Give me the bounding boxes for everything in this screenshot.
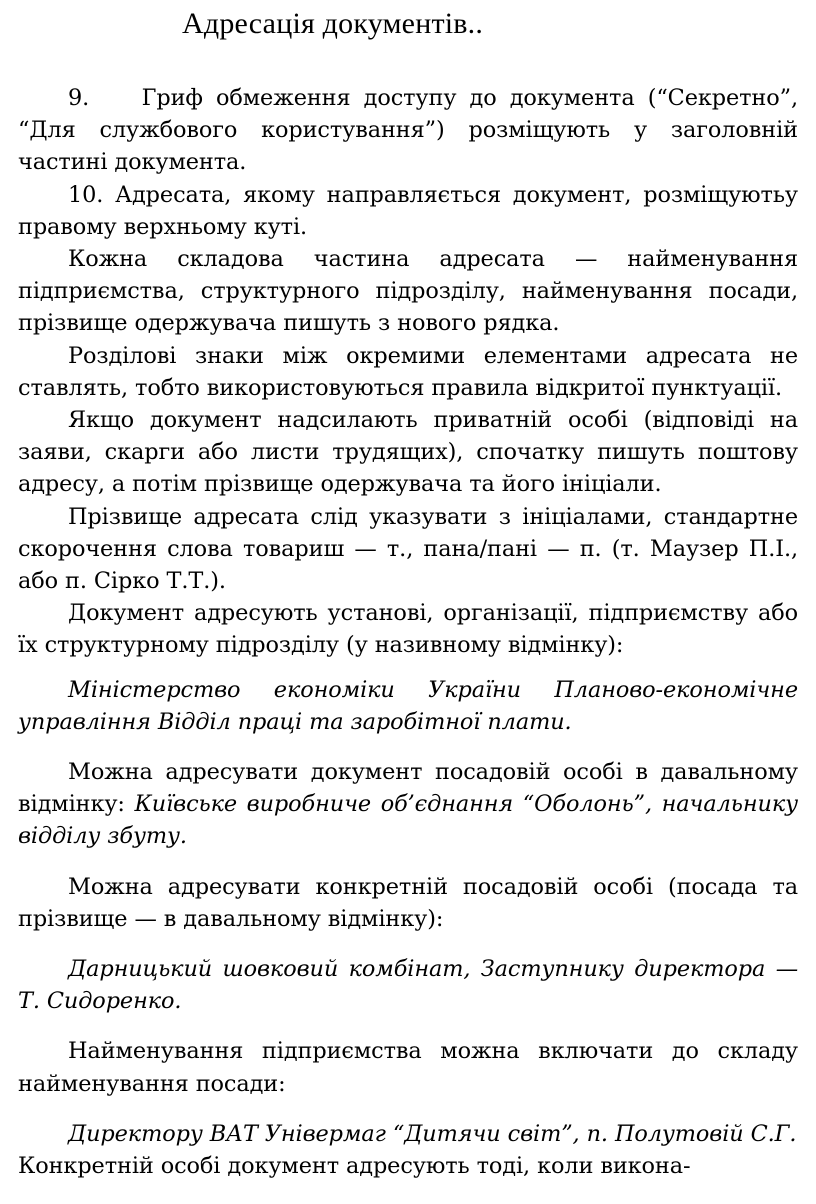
- paragraph-specific-official: Можна адресувати конкретній посадовій особі (посада та прізвище — в давальному відмінку):: [18, 873, 798, 932]
- paragraph-specific-person: Конкретній особі документ адресують тоді, коли викона-: [18, 1153, 691, 1180]
- paragraph-access-stamp: 9. Гриф обмеження доступу до документа (“Секретно”, “Для службового користування”) розміщують у заголовній частині документа.: [18, 85, 798, 176]
- paragraph-addressee-position: 10. Адресата, якому направляється документ, розміщуютьу правому верхньому куті.: [18, 181, 798, 240]
- example-obolon: Київське виробниче об’єднання “Оболонь”, начальнику відділу збуту.: [18, 791, 798, 850]
- example-univermag: Директору ВАТ Універмаг “Дитячи світ”, п. Полутовій С.Г.: [68, 1120, 797, 1147]
- paragraph-addressee-parts: Кожна складова частина адресата — найменування підприємства, структурного підрозділу, найменування посади, прізвище одержувача пишуть з нового рядка.: [18, 246, 798, 337]
- paragraph-punctuation: Розділові знаки між окремими елементами адресата не ставлять, тобто використовуються правила відкритої пунктуації.: [18, 342, 798, 401]
- paragraph-private-person: Якщо документ надсилають приватній особі (відповіді на заяви, скарги або листи трудящих), спочатку пишуть поштову адресу, а потім прізвище одержувача та його ініціали.: [18, 407, 798, 498]
- paragraph-organization: Документ адресують установі, організації, підприємству або їх структурному підрозділу (у називному відмінку):: [18, 600, 798, 659]
- paragraph-official-dative-text: Можна адресувати документ посадовій особі в давальному відмінку:: [18, 759, 798, 818]
- page-title: Адресація документів..: [182, 7, 484, 40]
- example-ministry: Міністерство економіки України Планово-економічне управління Відділ праці та заробітної плати.: [18, 676, 798, 735]
- paragraph-initials: Прізвище адресата слід указувати з ініціалами, стандартне скорочення слова товариш — т., пана/пані — п. (т. Маузер П.І., або п. Сірко Т.Т.).: [18, 503, 798, 595]
- paragraph-enterprise-in-position: Найменування підприємства можна включати до складу найменування посади:: [18, 1038, 798, 1097]
- paragraph-official-dative: [18, 756, 798, 853]
- example-darnytsia: Дарницький шовковий комбінат, Заступнику директора —Т. Сидоренко.: [18, 956, 798, 1015]
- document-page: [18, 0, 798, 1182]
